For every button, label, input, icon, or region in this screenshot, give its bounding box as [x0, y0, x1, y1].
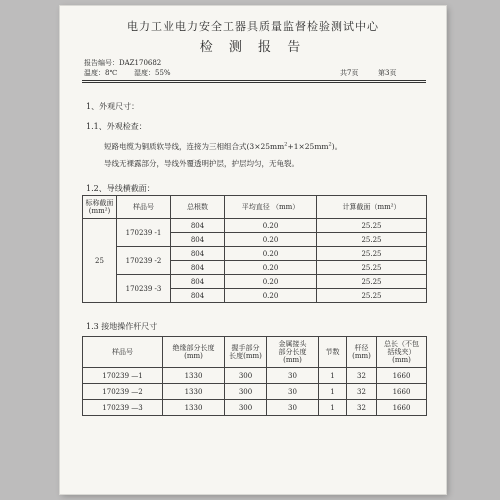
rod-dimension-table	[82, 336, 427, 416]
cross-section-table	[82, 195, 427, 303]
report-title: 检 测 报 告	[199, 40, 307, 55]
diameter-cell: 0.20	[225, 247, 317, 261]
diameter-cell: 0.20	[225, 289, 317, 303]
section-1-2-heading: 1.2、导线横截面：	[86, 184, 155, 193]
section-1-heading: 1、外观尺寸：	[86, 102, 140, 111]
count-cell: 804	[171, 247, 225, 261]
area-cell: 25.25	[317, 219, 427, 233]
header-grip: 握手部分 长度(mm)	[225, 337, 267, 368]
paragraph-sheath: 导线无裸露部分，导线外覆透明护层，护层均匀，无龟裂。	[104, 159, 299, 168]
section-1-1-heading: 1.1、外观检查：	[86, 122, 147, 131]
sections-cell: 1	[319, 368, 347, 384]
header-sample: 样品号	[83, 337, 163, 368]
temperature: 温度：8℃	[84, 69, 118, 77]
total-cell: 1660	[377, 368, 427, 384]
table-header	[83, 337, 427, 368]
sample-cell: 170239 -1	[117, 219, 171, 247]
header-diameter: 平均直径 （mm）	[225, 196, 317, 219]
header-sections: 节数	[319, 337, 347, 368]
grip-cell: 300	[225, 384, 267, 400]
table-row	[83, 368, 427, 384]
area-cell: 25.25	[317, 233, 427, 247]
diameter-cell: 0.20	[225, 233, 317, 247]
diameter-cell: 0.20	[225, 261, 317, 275]
insulation-cell: 1330	[163, 384, 225, 400]
table-row	[83, 400, 427, 416]
metal-cell: 30	[267, 384, 319, 400]
table-row	[83, 247, 427, 261]
sections-cell: 1	[319, 400, 347, 416]
metal-cell: 30	[267, 400, 319, 416]
diameter-cell: 0.20	[225, 275, 317, 289]
header-nominal: 标称截面 (mm²)	[83, 196, 117, 219]
header-rod-dia: 杆径 (mm)	[347, 337, 377, 368]
report-page	[60, 6, 446, 494]
rod-dia-cell: 32	[347, 368, 377, 384]
count-cell: 804	[171, 233, 225, 247]
nominal-cell: 25	[83, 219, 117, 303]
header-divider	[82, 80, 426, 81]
sample-cell: 170239 -2	[117, 247, 171, 275]
insulation-cell: 1330	[163, 368, 225, 384]
count-cell: 804	[171, 275, 225, 289]
area-cell: 25.25	[317, 275, 427, 289]
sample-cell: 170239 -3	[117, 275, 171, 303]
header-count: 总根数	[171, 196, 225, 219]
area-cell: 25.25	[317, 247, 427, 261]
grip-cell: 300	[225, 400, 267, 416]
sample-cell: 170239 —2	[83, 384, 163, 400]
area-cell: 25.25	[317, 261, 427, 275]
count-cell: 804	[171, 219, 225, 233]
header-area: 计算截面（mm²）	[317, 196, 427, 219]
table-row	[83, 219, 427, 233]
table-row	[83, 384, 427, 400]
header-metal: 金属接头 部分长度 (mm)	[267, 337, 319, 368]
rod-dia-cell: 32	[347, 400, 377, 416]
sample-cell: 170239 —3	[83, 400, 163, 416]
table-row	[83, 275, 427, 289]
total-cell: 1660	[377, 400, 427, 416]
header-sample: 样品号	[117, 196, 171, 219]
page-total: 共7页	[340, 69, 359, 77]
paragraph-cable: 短路电缆为铜质软导线，连接为三相组合式$(3\times 25mm^2+1\times 25mm^2)$。	[104, 141, 343, 151]
sections-cell: 1	[319, 384, 347, 400]
org-name: 电力工业电力安全工器具质量监督检验测试中心	[127, 20, 379, 33]
report-number: 报告编号：DAZ170682	[84, 59, 162, 67]
diameter-cell: 0.20	[225, 219, 317, 233]
page-number: 第3页	[378, 69, 397, 77]
header-total: 总长（不包 括线夹） (mm)	[377, 337, 427, 368]
count-cell: 804	[171, 289, 225, 303]
table-header	[83, 196, 427, 219]
area-cell: 25.25	[317, 289, 427, 303]
section-1-3-heading: 1.3 接地操作杆尺寸	[86, 322, 158, 331]
header-insulation: 绝缘部分长度 (mm)	[163, 337, 225, 368]
count-cell: 804	[171, 261, 225, 275]
sample-cell: 170239 —1	[83, 368, 163, 384]
humidity: 湿度：55%	[134, 69, 171, 77]
metal-cell: 30	[267, 368, 319, 384]
header-divider-2	[82, 82, 426, 83]
total-cell: 1660	[377, 384, 427, 400]
insulation-cell: 1330	[163, 400, 225, 416]
rod-dia-cell: 32	[347, 384, 377, 400]
grip-cell: 300	[225, 368, 267, 384]
